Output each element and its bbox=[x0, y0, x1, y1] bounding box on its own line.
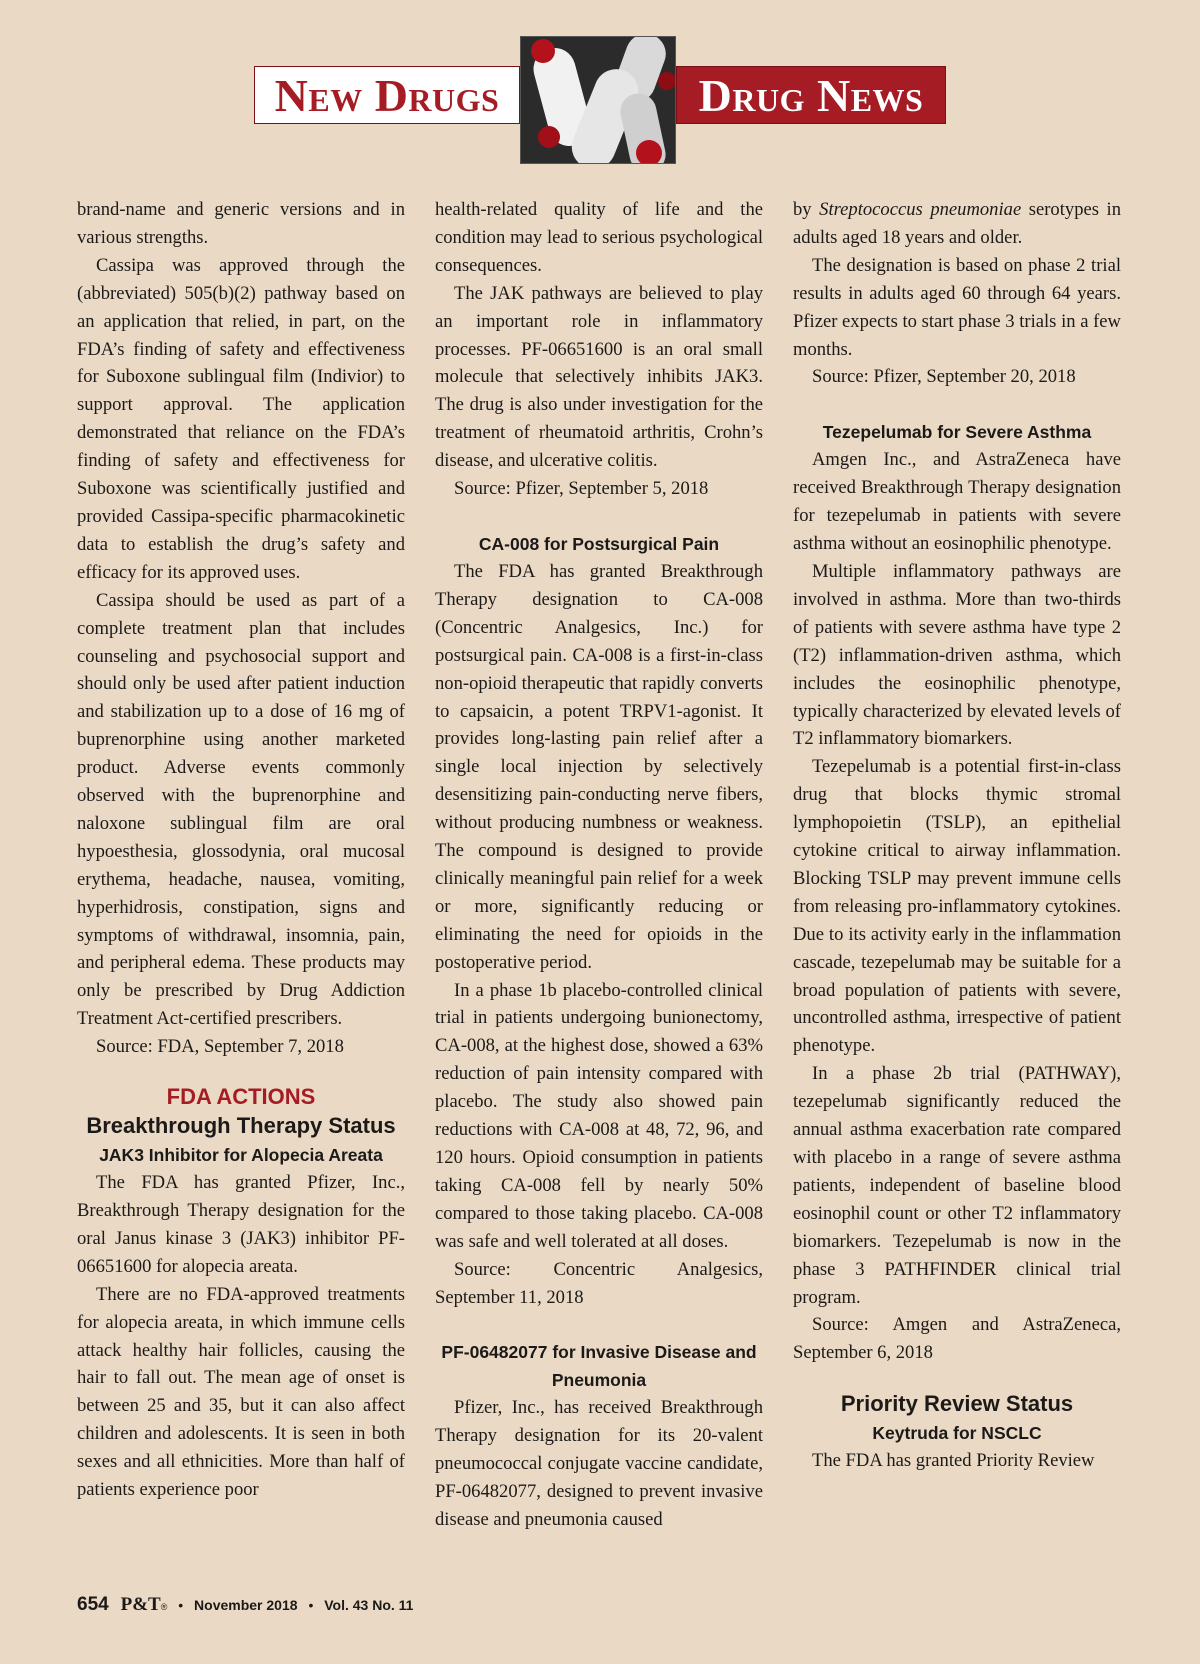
paragraph: The FDA has granted Priority Review bbox=[812, 1450, 1095, 1472]
column-3 bbox=[793, 196, 1121, 1475]
pills-photo-icon bbox=[520, 36, 676, 164]
source-line: Source: FDA, September 7, 2018 bbox=[96, 1036, 344, 1058]
source-line: Source: Amgen and AstraZeneca, September 6, 2018 bbox=[793, 1314, 1121, 1364]
registered-mark: ® bbox=[160, 1602, 168, 1612]
header-banner bbox=[254, 36, 946, 166]
drug-news-label: Drug News bbox=[676, 66, 946, 124]
paragraph: The JAK pathways are believed to play an important role in inflammatory processes. PF-06651600 is an oral small molecule that selectively inhibits JAK3. The drug is also under investigation for the treatment of rheumatoid arthritis, Crohn’s disease, and ulcerative colitis. bbox=[435, 282, 763, 472]
issue-volume: Vol. 43 No. 11 bbox=[324, 1597, 414, 1613]
heading-keytruda: Keytruda for NSCLC bbox=[872, 1423, 1042, 1444]
column-2 bbox=[435, 196, 763, 1534]
paragraph: brand-name and generic versions and in various strengths. bbox=[77, 199, 405, 248]
paragraph: In a phase 1b placebo-controlled clinical trial in patients undergoing bunionectomy, CA-008, at the highest dose, showed a 63% reduction of pain intensity compared with placebo. The study also showed pain reductions with CA-008 at 48, 72, 96, and 120 hours. Opioid consumption in patients taking CA-008 fell by nearly 50% compared to those taking placebo. CA-008 was safe and well tolerated at all doses. bbox=[435, 979, 763, 1252]
paragraph: Pfizer, Inc., has received Breakthrough Therapy designation for its 20-valent pneumococcal conjugate vaccine candidate, PF-06482077, designed to prevent invasive disease and pneumonia caused bbox=[435, 1397, 763, 1531]
column-1 bbox=[77, 196, 405, 1504]
paragraph: Tezepelumab is a potential first-in-class drug that blocks thymic stromal lymphopoietin (TSLP), an epithelial cytokine critical to airway inflammation. Blocking TSLP may prevent immune cells from releasing pro-inflammatory cytokines. Due to its activity early in the inflammation cascade, tezepelumab may be suitable for a broad population of patients with severe, uncontrolled asthma, irrespective of patient phenotype. bbox=[793, 756, 1121, 1057]
separator: • bbox=[178, 1597, 184, 1613]
section-title-fda-actions: FDA ACTIONS bbox=[166, 1084, 316, 1110]
heading-tezepelumab: Tezepelumab for Severe Asthma bbox=[822, 422, 1092, 443]
paragraph: In a phase 2b trial (PATHWAY), tezepelumab significantly reduced the annual asthma exacerbation rate compared with placebo in a range of severe asthma patients, independent of baseline blood eosinophil count or other T2 inflammatory biomarkers. Tezepelumab is now in the phase 3 PATHFINDER clinical trial program. bbox=[793, 1063, 1121, 1308]
paragraph bbox=[793, 196, 1121, 252]
paragraph: The FDA has granted Breakthrough Therapy designation to CA-008 (Concentric Analgesics, Inc.) for postsurgical pain. CA-008 is a first-in-class non-opioid therapeutic that rapidly converts to capsaicin, a potent TRPV1-agonist. It provides long-lasting pain relief after a single local injection by selectively desensitizing pain-conducting nerve fibers, without producing numbness or weakness. The compound is designed to provide clinically meaningful pain relief for a week or more, significantly reducing or eliminating the need for opioids in the postoperative period. bbox=[435, 560, 763, 973]
paragraph: Multiple inflammatory pathways are involved in asthma. More than two-thirds of patients with severe asthma have type 2 (T2) inflammation-driven asthma, which includes the eosinophilic phenotype, typically characterized by elevated levels of T2 inflammatory biomarkers. bbox=[793, 560, 1121, 750]
paragraph: There are no FDA-approved treatments for alopecia areata, in which immune cells attack healthy hair follicles, causing the hair to fall out. The mean age of onset is between 25 and 35, but it can also affect children and adolescents. It is seen in both sexes and all ethnicities. More than half of patients experience poor bbox=[77, 1283, 405, 1501]
source-line: Source: Pfizer, September 20, 2018 bbox=[812, 366, 1076, 388]
heading-pf06482077: PF-06482077 for Invasive Disease and Pneumonia bbox=[441, 1342, 757, 1391]
paragraph: The FDA has granted Pfizer, Inc., Breakthrough Therapy designation for the oral Janus kinase 3 (JAK3) inhibitor PF-06651600 for alopecia areata. bbox=[77, 1172, 405, 1277]
page-footer bbox=[77, 1594, 413, 1618]
paragraph: Cassipa was approved through the (abbreviated) 505(b)(2) pathway based on an application that relied, in part, on the FDA’s finding of safety and effectiveness for Suboxone sublingual film (Indivior) to support approval. The application demonstrated that reliance on the FDA’s finding of safety and effectiveness for Suboxone was scientifically justified and provided Cassipa-specific pharmacokinetic data to establish the drug’s safety and efficacy for its approved uses. bbox=[77, 254, 405, 583]
source-line: Source: Concentric Analgesics, September 11, 2018 bbox=[435, 1258, 763, 1308]
heading-jak3: JAK3 Inhibitor for Alopecia Areata bbox=[99, 1145, 383, 1166]
paragraph: Amgen Inc., and AstraZeneca have received Breakthrough Therapy designation for tezepelumab in patients with severe asthma without an eosinophilic phenotype. bbox=[793, 449, 1121, 555]
journal-name: P&T bbox=[120, 1594, 161, 1615]
italic-species-name: Streptococcus pneumoniae bbox=[819, 199, 1022, 220]
heading-ca008: CA-008 for Postsurgical Pain bbox=[478, 533, 720, 554]
section-subtitle-priority-review: Priority Review Status bbox=[840, 1391, 1074, 1417]
separator: • bbox=[308, 1597, 314, 1613]
page-number: 654 bbox=[77, 1594, 109, 1615]
paragraph: The designation is based on phase 2 trial results in adults aged 60 through 64 years. Pfizer expects to start phase 3 trials in a few months. bbox=[793, 254, 1121, 360]
section-subtitle-breakthrough: Breakthrough Therapy Status bbox=[86, 1113, 396, 1139]
source-line: Source: Pfizer, September 5, 2018 bbox=[454, 478, 709, 500]
paragraph: Cassipa should be used as part of a complete treatment plan that includes counseling and psychosocial support and should only be used after patient induction and stabilization up to a dose of 16 mg of buprenorphine using another marketed product. Adverse events commonly observed with the buprenorphine and naloxone sublingual film are oral hypoesthesia, glossodynia, oral mucosal erythema, headache, nausea, vomiting, hyperhidrosis, constipation, signs and symptoms of withdrawal, insomnia, pain, and peripheral edema. These products may only be prescribed by Drug Addiction Treatment Act-certified prescribers. bbox=[77, 589, 405, 1030]
issue-date: November 2018 bbox=[194, 1597, 298, 1613]
paragraph: health-related quality of life and the condition may lead to serious psychological consequences. bbox=[435, 199, 763, 276]
new-drugs-label: New Drugs bbox=[254, 66, 520, 124]
text-run: serotypes in adults aged 18 years and older. bbox=[793, 199, 1121, 248]
text-run: by bbox=[793, 199, 820, 220]
